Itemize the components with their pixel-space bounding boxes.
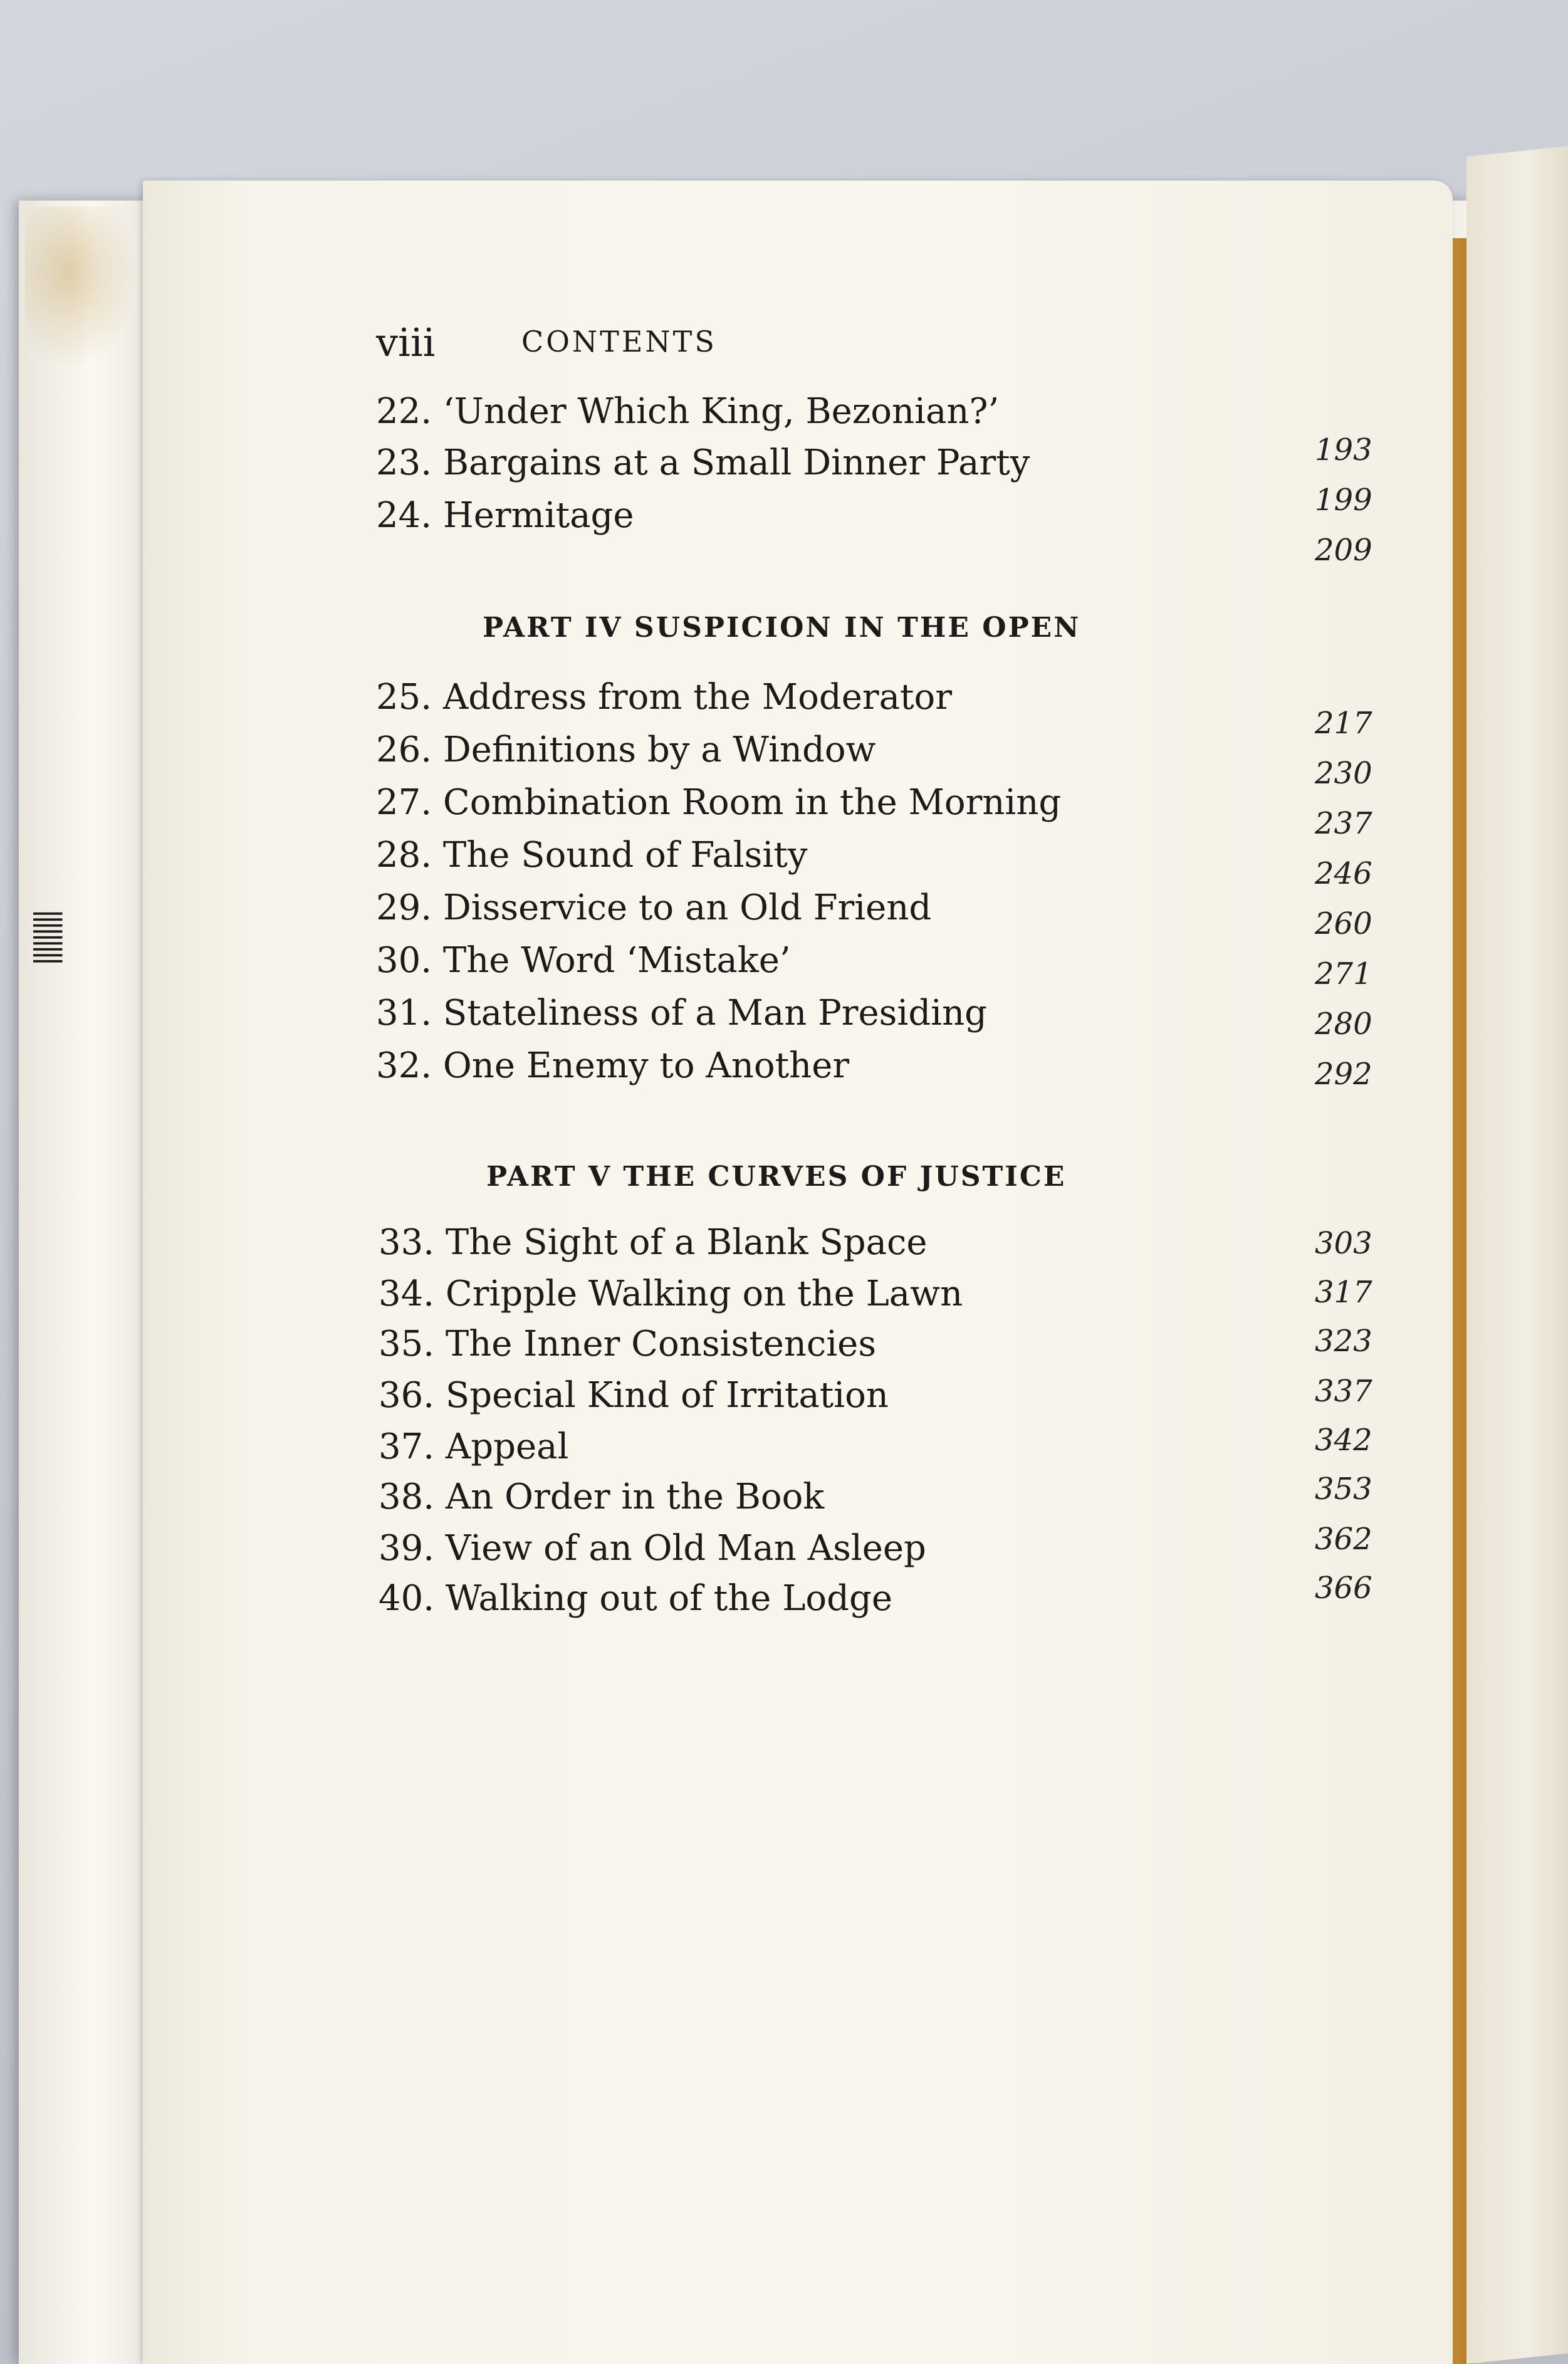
toc-page-number: 303 bbox=[1315, 1226, 1372, 1261]
toc-page-number: 366 bbox=[1315, 1571, 1372, 1606]
toc-entry: 31. Stateliness of a Man Presiding bbox=[376, 993, 987, 1033]
toc-entry: 34. Cripple Walking on the Lawn bbox=[379, 1274, 963, 1314]
toc-entry: 38. An Order in the Book bbox=[379, 1477, 825, 1517]
toc-page-number: 193 bbox=[1315, 432, 1372, 468]
toc-entry: 29. Disservice to an Old Friend bbox=[376, 887, 932, 928]
toc-entry: 22. ‘Under Which King, Bezonian?’ bbox=[376, 391, 1000, 432]
toc-page-number: 342 bbox=[1315, 1423, 1372, 1458]
toc-entry: 39. View of an Old Man Asleep bbox=[379, 1528, 926, 1569]
toc-entry: 37. Appeal bbox=[379, 1426, 569, 1467]
toc-page-number: 323 bbox=[1315, 1324, 1372, 1359]
toc-page-number: 337 bbox=[1315, 1374, 1372, 1409]
toc-page-number: 292 bbox=[1315, 1057, 1372, 1092]
toc-page-number: 199 bbox=[1315, 483, 1372, 518]
toc-page-number: 317 bbox=[1315, 1275, 1372, 1310]
toc-page-number: 260 bbox=[1315, 906, 1372, 941]
pen-scribble: ||||||||| bbox=[33, 909, 67, 963]
toc-entry: 36. Special Kind of Irritation bbox=[379, 1375, 889, 1416]
toc-page-number: 280 bbox=[1315, 1007, 1372, 1042]
facing-page bbox=[1466, 146, 1568, 2364]
toc-page-number: 271 bbox=[1315, 956, 1372, 991]
part-heading: PART V THE CURVES OF JUSTICE bbox=[486, 1161, 1067, 1193]
toc-entry: 24. Hermitage bbox=[376, 495, 634, 536]
age-stain bbox=[25, 207, 138, 370]
contents-page bbox=[143, 180, 1453, 2364]
toc-page-number: 246 bbox=[1315, 856, 1372, 891]
toc-page-number: 362 bbox=[1315, 1522, 1372, 1557]
toc-entry: 32. One Enemy to Another bbox=[376, 1045, 850, 1086]
toc-entry: 40. Walking out of the Lodge bbox=[379, 1578, 892, 1619]
toc-entry: 27. Combination Room in the Morning bbox=[376, 782, 1062, 823]
toc-entry: 28. The Sound of Falsity bbox=[376, 835, 808, 876]
toc-page-number: 230 bbox=[1315, 756, 1372, 791]
toc-entry: 25. Address from the Moderator bbox=[376, 677, 952, 718]
toc-page-number: 209 bbox=[1315, 533, 1372, 568]
toc-entry: 35. The Inner Consistencies bbox=[379, 1324, 877, 1364]
cover-edge bbox=[19, 201, 150, 2364]
toc-page-number: 237 bbox=[1315, 806, 1372, 841]
part-heading: PART IV SUSPICION IN THE OPEN bbox=[483, 612, 1081, 644]
toc-entry: 23. Bargains at a Small Dinner Party bbox=[376, 442, 1030, 483]
toc-entry: 30. The Word ‘Mistake’ bbox=[376, 940, 791, 981]
toc-page-number: 353 bbox=[1315, 1472, 1372, 1507]
page-title: CONTENTS bbox=[521, 325, 717, 358]
toc-entry: 26. Definitions by a Window bbox=[376, 730, 876, 770]
page-number: viii bbox=[376, 320, 436, 365]
toc-page-number: 217 bbox=[1315, 706, 1372, 741]
toc-entry: 33. The Sight of a Blank Space bbox=[379, 1222, 928, 1263]
